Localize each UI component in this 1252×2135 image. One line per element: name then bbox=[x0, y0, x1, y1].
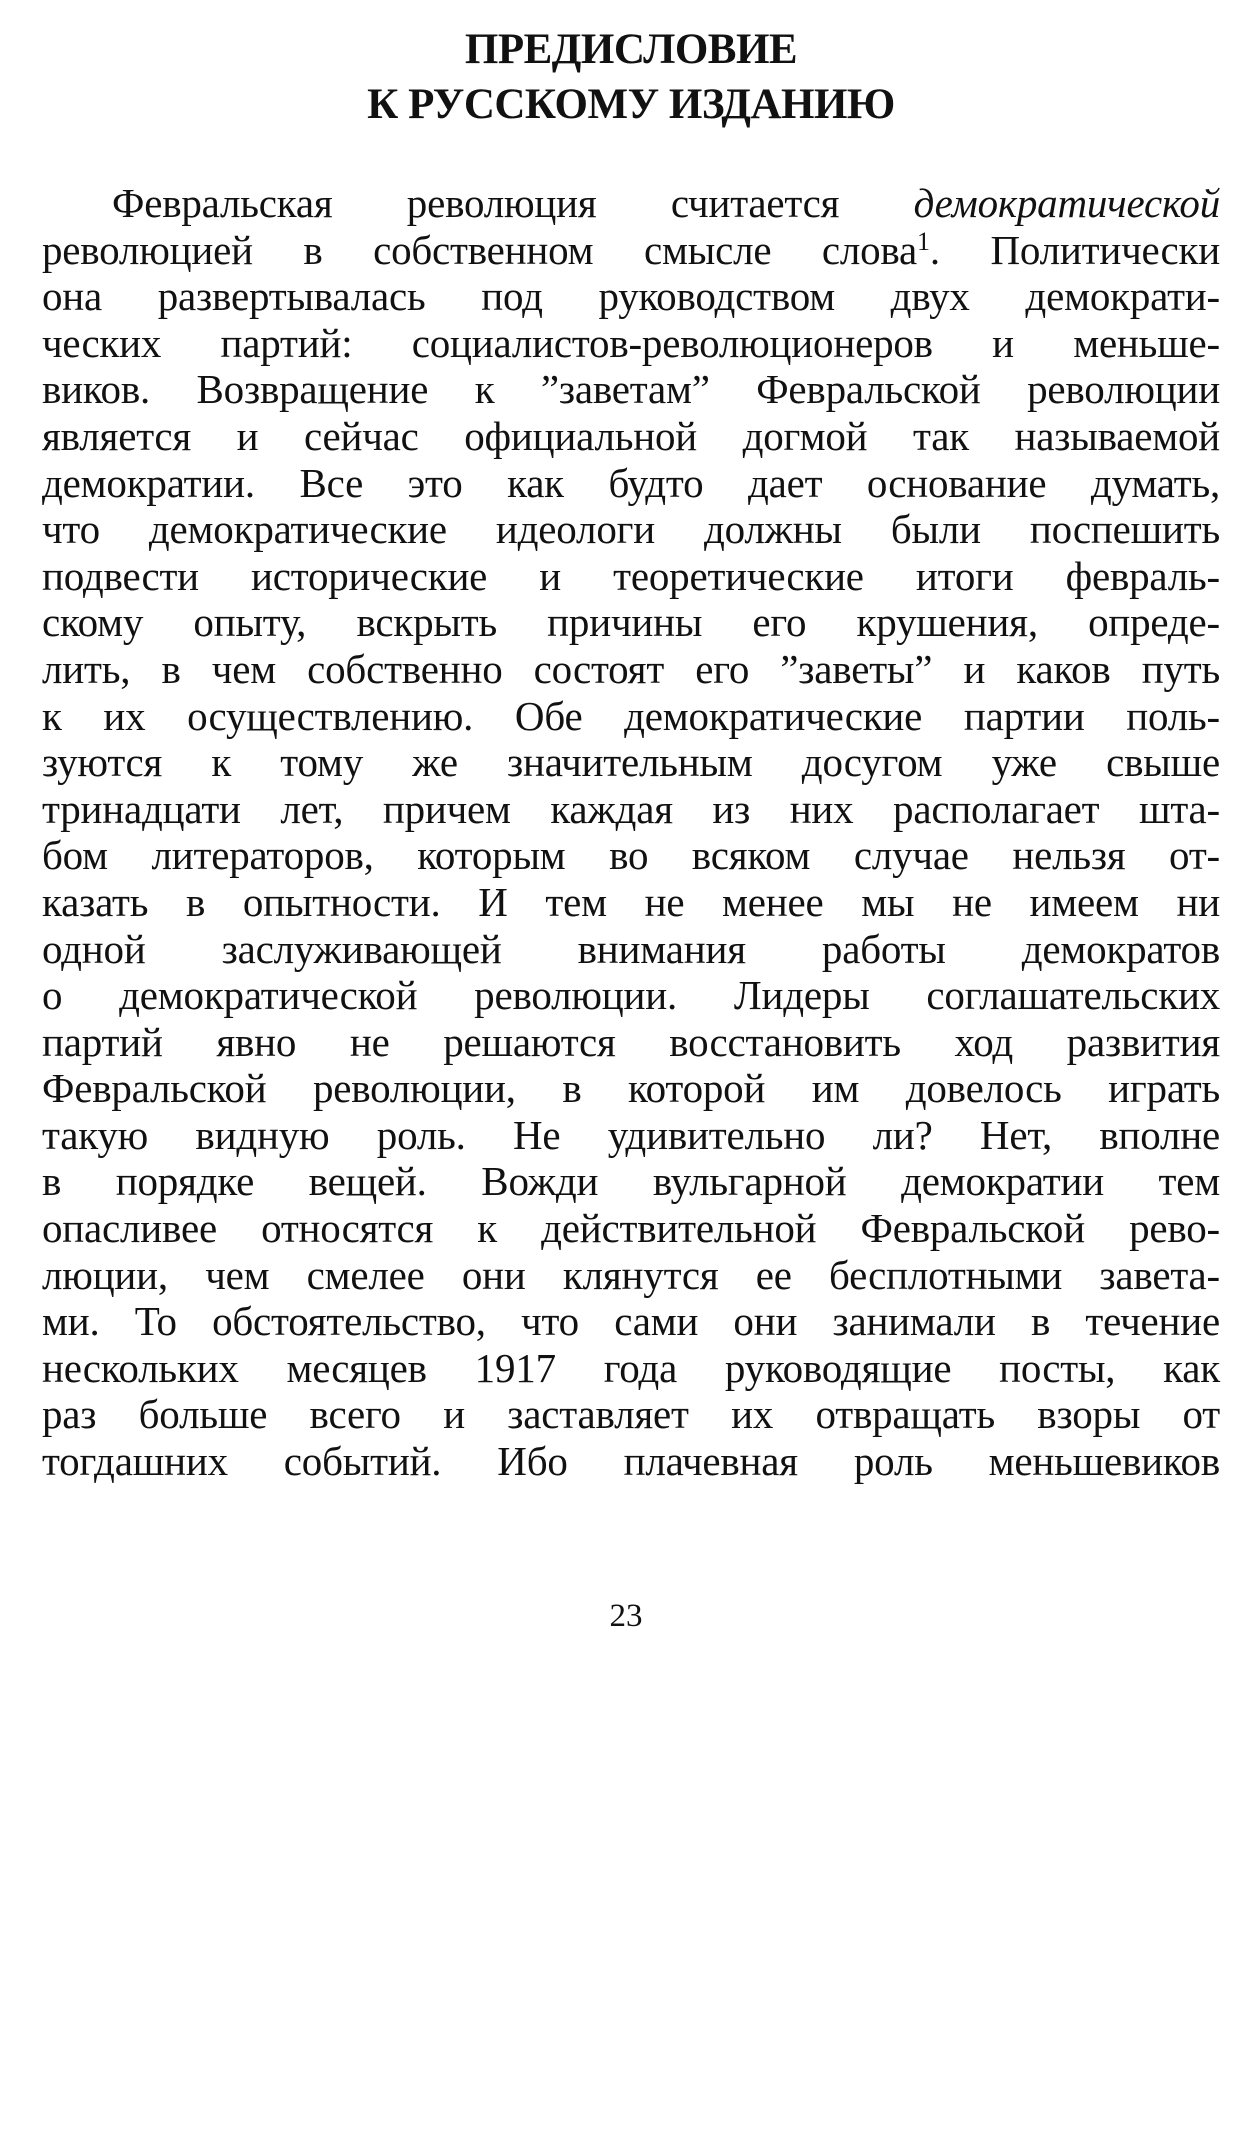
text-line: опасливее относятся к действительной Февральской рево- bbox=[42, 1205, 1220, 1252]
heading-line-2: К РУССКОМУ ИЗДАНИЮ bbox=[367, 81, 895, 128]
text-line: виков. Возвращение к ”заветам” Февральской революции bbox=[42, 366, 1220, 413]
text-line: раз больше всего и заставляет их отвращать взоры от bbox=[42, 1391, 1220, 1438]
text-line: Февральской революции, в которой им довелось играть bbox=[42, 1065, 1220, 1112]
text-line: такую видную роль. Не удивительно ли? Нет, вполне bbox=[42, 1111, 1220, 1158]
text-line: зуются к тому же значительным досугом уже свыше bbox=[42, 739, 1220, 786]
text-line: одной заслуживающей внимания работы демократов bbox=[42, 925, 1220, 972]
page-content bbox=[42, 22, 1220, 1485]
italic-term: демократической bbox=[913, 180, 1220, 226]
text-line: к их осуществлению. Обе демократические партии поль- bbox=[42, 692, 1220, 739]
text-line: казать в опытности. И тем не менее мы не имеем ни bbox=[42, 878, 1220, 925]
text-line: является и сейчас официальной догмой так называемой bbox=[42, 412, 1220, 459]
text-line: революцией в собственном смысле слова$^1$. Политически bbox=[42, 226, 1220, 273]
text-line: Февральская революция считается демократической bbox=[112, 180, 1220, 226]
text-line: тогдашних событий. Ибо плачевная роль меньшевиков bbox=[42, 1438, 1220, 1485]
body-paragraph bbox=[42, 180, 1220, 1485]
text-line: скому опыту, вскрыть причины его крушения, опреде- bbox=[42, 599, 1220, 646]
text-line: тринадцати лет, причем каждая из них располагает шта- bbox=[42, 785, 1220, 832]
text-line: ческих партий: социалистов-революционеров и меньше- bbox=[42, 319, 1220, 366]
text-line: нескольких месяцев 1917 года руководящие посты, как bbox=[42, 1344, 1220, 1391]
text-line: о демократической революции. Лидеры соглашательских bbox=[42, 972, 1220, 1019]
page-number: 23 bbox=[609, 1598, 643, 1634]
text-line: лить, в чем собственно состоят его ”заветы” и каков путь bbox=[42, 645, 1220, 692]
chapter-heading bbox=[42, 22, 1220, 132]
text-line: демократии. Все это как будто дает основание думать, bbox=[42, 459, 1220, 506]
text-line: она развертывалась под руководством двух демократи- bbox=[42, 273, 1220, 320]
text-line: бом литераторов, которым во всяком случае нельзя от- bbox=[42, 832, 1220, 879]
text-line: в порядке вещей. Вожди вульгарной демократии тем bbox=[42, 1158, 1220, 1205]
text-line: подвести исторические и теоретические итоги февраль- bbox=[42, 552, 1220, 599]
text-line: ми. То обстоятельство, что сами они занимали в течение bbox=[42, 1298, 1220, 1345]
footnote-marker[interactable]: 1 bbox=[917, 226, 930, 256]
heading-line-1: ПРЕДИСЛОВИЕ bbox=[464, 26, 798, 73]
text-line: люции, чем смелее они клянутся ее бесплотными завета- bbox=[42, 1251, 1220, 1298]
text-line: партий явно не решаются восстановить ход развития bbox=[42, 1018, 1220, 1065]
text-line: что демократические идеологи должны были поспешить bbox=[42, 506, 1220, 553]
